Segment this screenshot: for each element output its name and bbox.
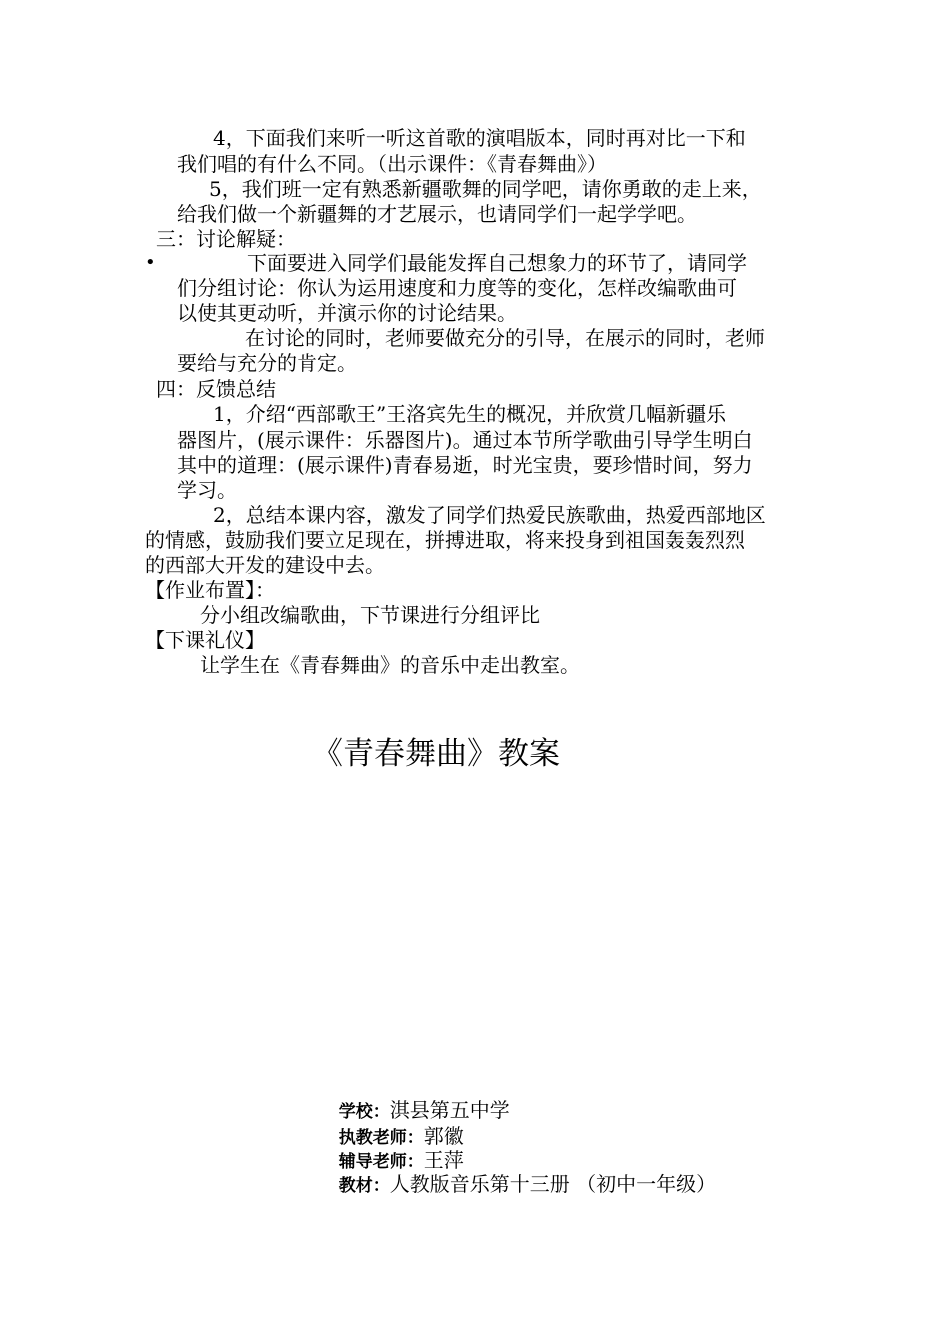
- summary-item1-line3: 其中的道理：(展示课件)青春易逝，时光宝贵，要珍惜时间，努力: [177, 453, 753, 477]
- summary-item1-line1: 1，介绍“西部歌王”王洛宾先生的概况，并欣赏几幅新疆乐: [213, 402, 727, 426]
- dismissal-text: 让学生在《青春舞曲》的音乐中走出教室。: [200, 653, 580, 677]
- summary-item1-line4: 学习。: [177, 478, 237, 502]
- section-three-heading: 三：讨论解疑：: [156, 227, 296, 251]
- textbook-label: 教材：: [338, 1176, 390, 1196]
- mentor-value: 王萍: [423, 1148, 464, 1172]
- summary-item2-line3: 的西部大开发的建设中去。: [145, 553, 385, 577]
- discussion-p2-line2: 要给与充分的肯定。: [177, 351, 357, 375]
- summary-item2-line1: 2，总结本课内容，激发了同学们热爱民族歌曲，热爱西部地区: [213, 503, 766, 527]
- item4-line2: 我们唱的有什么不同。（出示课件：《青春舞曲》）: [177, 152, 607, 176]
- lesson-plan-title: 《青春舞曲》教案: [312, 736, 560, 772]
- bullet-marker: •: [145, 252, 156, 273]
- textbook-value: 人教版音乐第十三册 （初中一年级）: [389, 1172, 717, 1196]
- homework-text: 分小组改编歌曲，下节课进行分组评比: [200, 603, 540, 627]
- item4-line1: 4，下面我们来听一听这首歌的演唱版本，同时再对比一下和: [213, 126, 746, 150]
- discussion-p1-line1: 下面要进入同学们最能发挥自己想象力的环节了，请同学: [247, 251, 747, 275]
- mentor-label: 辅导老师：: [338, 1152, 424, 1172]
- discussion-p1-line3: 以使其更动听，并演示你的讨论结果。: [177, 301, 517, 325]
- school-value: 淇县第五中学: [389, 1098, 510, 1122]
- teacher-label: 执教老师：: [338, 1128, 424, 1148]
- discussion-p2-line1: 在讨论的同时，老师要做充分的引导，在展示的同时，老师: [245, 326, 765, 350]
- teacher-value: 郭徽: [423, 1124, 464, 1148]
- summary-item2-line2: 的情感，鼓励我们要立足现在，拼搏进取，将来投身到祖国轰轰烈烈: [145, 528, 745, 552]
- discussion-p1-line2: 们分组讨论：你认为运用速度和力度等的变化，怎样改编歌曲可: [177, 276, 737, 300]
- item5-line2: 给我们做一个新疆舞的才艺展示，也请同学们一起学学吧。: [177, 202, 697, 226]
- school-label: 学校：: [338, 1102, 390, 1122]
- homework-heading: 【作业布置】：: [145, 578, 275, 602]
- dismissal-heading: 【下课礼仪】: [145, 628, 265, 652]
- textbook-row: [326, 1145, 716, 1199]
- summary-item1-line2: 器图片，(展示课件：乐器图片)。通过本节所学歌曲引导学生明白: [177, 428, 753, 452]
- section-four-heading: 四：反馈总结: [156, 377, 276, 401]
- item5-line1: 5，我们班一定有熟悉新疆歌舞的同学吧，请你勇敢的走上来，: [209, 177, 762, 201]
